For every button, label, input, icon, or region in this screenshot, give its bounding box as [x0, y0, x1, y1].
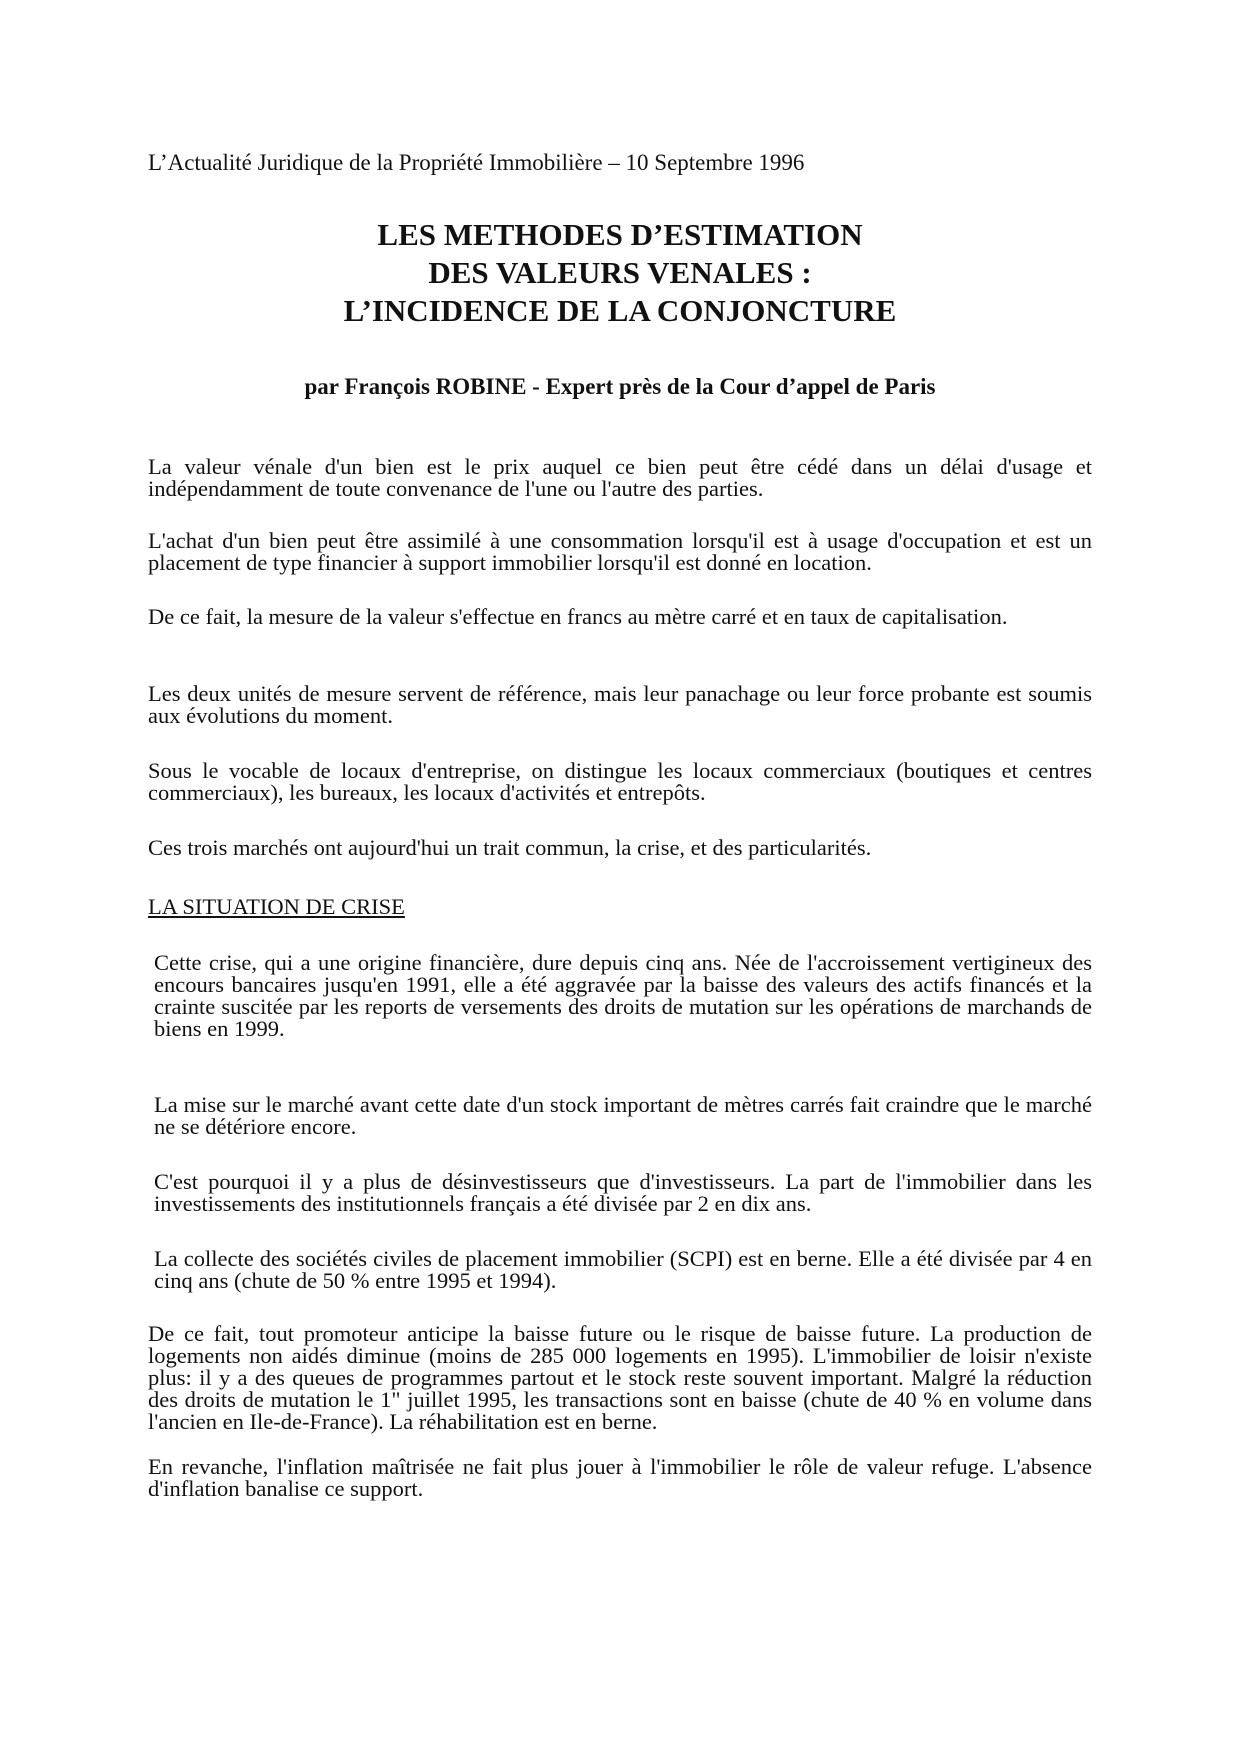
paragraph-developers: De ce fait, tout promoteur anticipe la baisse future ou le risque de baisse future. La production de logements non aidés diminue (moins de 285 000 logements en 1995). L'immobilier de loisir n'existe plus: il y a des queues de programmes partout et le stock reste souvent important. Malgré la réduction des droits de mutation le 1" juillet 1995, les transactions sont en baisse (chute de 40 % en volume dans l'ancien en Ile-de-France). La réhabilitation est en berne. — [148, 1321, 1092, 1434]
title-line-2: DES VALEURS VENALES : — [428, 255, 812, 290]
paragraph-purchase: L'achat d'un bien peut être assimilé à une consommation lorsqu'il est à usage d'occupation et est un placement de type financier à support immobilier lorsqu'il est donné en location. — [148, 528, 1092, 575]
paragraph-business-premises: Sous le vocable de locaux d'entreprise, on distingue les locaux commerciaux (boutiques et centres commerciaux), les bureaux, les locaux d'activités et entrepôts. — [148, 758, 1092, 805]
paragraph-scpi: La collecte des sociétés civiles de placement immobilier (SCPI) est en berne. Elle a été divisée par 4 en cinq ans (chute de 50 % entre 1995 et 1994). — [154, 1246, 1092, 1293]
paragraph-definition: La valeur vénale d'un bien est le prix auquel ce bien peut être cédé dans un délai d'usage et indépendamment de toute convenance de l'une ou l'autre des parties. — [148, 454, 1092, 501]
paragraph-stock: La mise sur le marché avant cette date d'un stock important de mètres carrés fait craindre que le marché ne se détériore encore. — [154, 1092, 1092, 1139]
section-heading-crisis: LA SITUATION DE CRISE — [148, 894, 405, 919]
publication-header: L’Actualité Juridique de la Propriété Immobilière – 10 Septembre 1996 — [148, 150, 805, 175]
paragraph-three-markets: Ces trois marchés ont aujourd'hui un trait commun, la crise, et des particularités. — [148, 835, 872, 860]
paragraph-crisis-origin: Cette crise, qui a une origine financière, dure depuis cinq ans. Née de l'accroissement vertigineux des encours bancaires jusqu'en 1991, elle a été aggravée par la baisse des valeurs des actifs financés et la crainte suscitée par les reports de versements des droits de mutation sur les opérations de marchands de biens en 1999. — [154, 950, 1092, 1041]
paragraph-units: Les deux unités de mesure servent de référence, mais leur panachage ou leur force probante est soumis aux évolutions du moment. — [148, 681, 1092, 728]
title-line-3: L’INCIDENCE DE LA CONJONCTURE — [343, 293, 897, 328]
author-byline: par François ROBINE - Expert près de la Cour d’appel de Paris — [304, 374, 936, 399]
title-line-1: LES METHODES D’ESTIMATION — [377, 217, 863, 252]
paragraph-measure: De ce fait, la mesure de la valeur s'effectue en francs au mètre carré et en taux de capitalisation. — [148, 604, 1008, 629]
article-title — [200, 216, 1040, 330]
paragraph-inflation: En revanche, l'inflation maîtrisée ne fait plus jouer à l'immobilier le rôle de valeur refuge. L'absence d'inflation banalise ce support. — [148, 1454, 1092, 1501]
paragraph-divestors: C'est pourquoi il y a plus de désinvestisseurs que d'investisseurs. La part de l'immobilier dans les investissements des institutionnels français a été divisée par 2 en dix ans. — [154, 1169, 1092, 1216]
